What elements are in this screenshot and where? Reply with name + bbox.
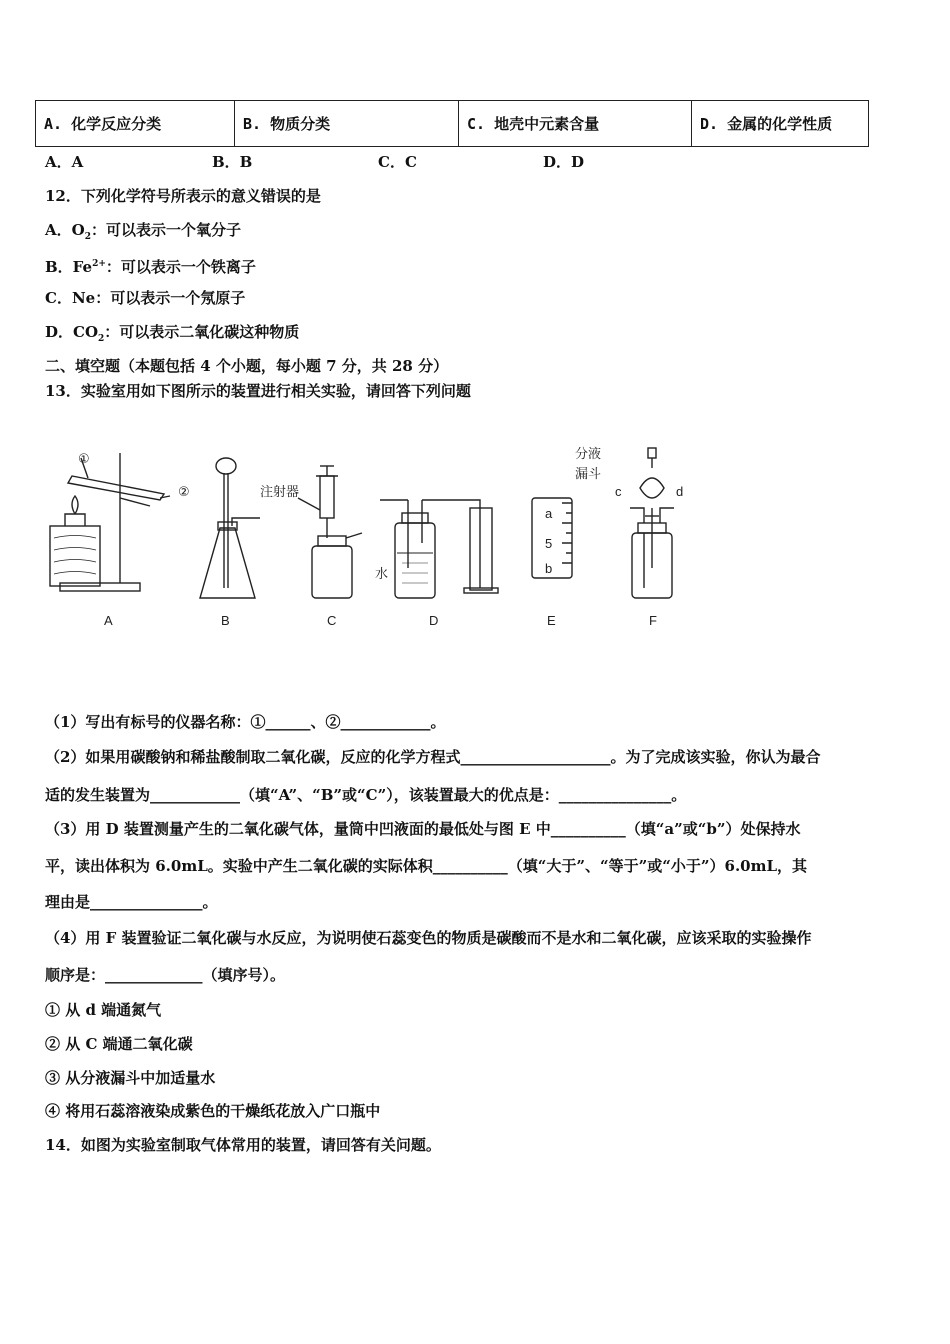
q12-stem: 12．下列化学符号所表示的意义错误的是 (45, 187, 321, 205)
port-d-label: d (676, 484, 684, 499)
q12-option-a: A．$O_2$：可以表示一个氧分子 (45, 221, 241, 242)
option-cell-c: C. 地壳中元素含量 (459, 101, 692, 147)
test-tube (68, 476, 164, 500)
section-heading: 二、填空题（本题包括 4 个小题，每小题 7 分，共 28 分） (45, 357, 449, 375)
funnel-label-line2: 漏斗 (575, 466, 602, 481)
q13-step-1: ① 从 d 端通氮气 (45, 1001, 162, 1019)
q13-part3-line3: 理由是_______________。 (45, 893, 218, 911)
q12-option-c: C．Ne：可以表示一个氖原子 (45, 289, 246, 307)
q13-part2-line1: （2）如果用碳酸钠和稀盐酸制取二氧化碳，反应的化学方程式____________________。为了完成该实验，你认为最合 (45, 748, 821, 766)
marker-1: ① (78, 451, 90, 466)
figure-label-e: E (547, 613, 556, 628)
long-neck-funnel (216, 458, 236, 474)
port-c-label: c (615, 484, 622, 499)
scale-5-label: 5 (545, 536, 553, 551)
answer-choice-a: A．A (45, 153, 84, 171)
q13-stem: 13．实验室用如下图所示的装置进行相关实验，请回答下列问题 (45, 382, 471, 400)
bottle-c (312, 546, 352, 598)
options-table (35, 100, 869, 147)
option-cell-d: D. 金属的化学性质 (692, 101, 869, 147)
water-label: 水 (375, 566, 389, 581)
q13-part2-line2: 适的发生装置为____________（填“A”、“B”或“C”），该装置最大的优点是：_______________。 (45, 786, 687, 804)
lamp-box (50, 526, 100, 586)
syringe-label: 注射器 (260, 484, 300, 499)
separatory-funnel (640, 478, 664, 498)
figure-label-c: C (327, 613, 337, 628)
figure-label-b: B (221, 613, 230, 628)
scale-b-label: b (545, 561, 553, 576)
bottle-d (395, 523, 435, 598)
option-cell-b: B. 物质分类 (235, 101, 459, 147)
q13-step-4: ④ 将用石蕊溶液染成紫色的干燥纸花放入广口瓶中 (45, 1102, 381, 1120)
figure-label-f: F (649, 613, 657, 628)
answer-choice-d: D．D (543, 153, 585, 171)
q13-step-3: ③ 从分液漏斗中加适量水 (45, 1069, 216, 1087)
q13-part4-line1: （4）用 F 装置验证二氧化碳与水反应，为说明使石蕊变色的物质是碳酸而不是水和二氧化碳，应该采取的实验操作 (45, 929, 812, 947)
marker-2: ② (178, 484, 190, 499)
q12-option-b: B．$Fe^{2+}$：可以表示一个铁离子 (45, 258, 256, 276)
q13-part1: （1）写出有标号的仪器名称：①______、②____________。 (45, 713, 446, 731)
option-cell-a: A. 化学反应分类 (36, 101, 235, 147)
alcohol-lamp (65, 514, 85, 526)
funnel-label-line1: 分液 (575, 446, 602, 461)
apparatus-figure (40, 438, 740, 638)
q13-part4-line2: 顺序是：_____________（填序号）。 (45, 966, 286, 984)
q12-option-d: D．$CO_2$：可以表示二氧化碳这种物质 (45, 323, 300, 344)
measuring-cylinder (470, 508, 492, 590)
answer-choice-b: B．B (212, 153, 253, 171)
figure-label-d: D (429, 613, 439, 628)
q13-part3-line2: 平，读出体积为 6.0mL。实验中产生二氧化碳的实际体积__________（填“大于”、“等于”或“小于”）6.0mL，其 (45, 857, 808, 875)
q13-step-2: ② 从 C 端通二氧化碳 (45, 1035, 193, 1053)
q14-stem: 14．如图为实验室制取气体常用的装置，请回答有关问题。 (45, 1136, 441, 1154)
answer-choice-c: C．C (378, 153, 417, 171)
q13-part3-line1: （3）用 D 装置测量产生的二氧化碳气体，量筒中凹液面的最低处与图 E 中__________（填“a”或“b”）处保持水 (45, 820, 801, 838)
scale-a-label: a (545, 506, 553, 521)
figure-label-a: A (104, 613, 113, 628)
syringe (320, 476, 334, 518)
